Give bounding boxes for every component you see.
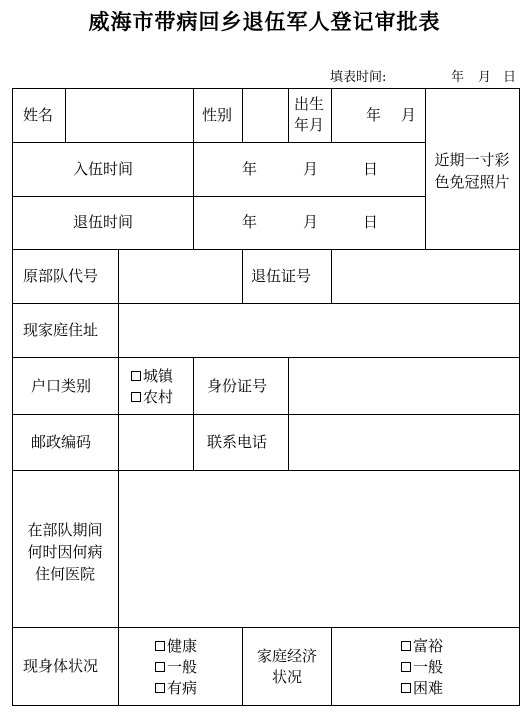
photo-line2: 色免冠照片 (434, 173, 510, 191)
checkbox-icon[interactable] (155, 641, 165, 651)
postal-code-label: 邮政编码 (31, 433, 92, 451)
checkbox-icon[interactable] (401, 662, 411, 672)
option-label: 困难 (413, 679, 444, 697)
checkbox-icon[interactable] (155, 662, 165, 672)
rule (193, 89, 194, 249)
unit-code-label: 原部队代号 (23, 267, 99, 285)
gender-label: 性别 (202, 106, 233, 124)
enlist-month: 月 (303, 160, 319, 178)
option-label: 富裕 (413, 637, 444, 655)
option-label: 一般 (413, 658, 444, 676)
hospital-line2: 何时因何病 (27, 543, 103, 561)
option-label: 有病 (167, 679, 198, 697)
fill-date-label: 填表时间: (330, 70, 387, 85)
rule (331, 249, 332, 303)
fill-date-day: 日 (503, 70, 517, 85)
rule (13, 249, 519, 250)
rule (13, 627, 519, 628)
birth-label-line2: 年月 (293, 116, 325, 134)
rule (13, 470, 519, 471)
id-number-label: 身份证号 (207, 377, 268, 395)
enlist-day: 日 (363, 160, 379, 178)
rule (13, 196, 425, 197)
econ-line1: 家庭经济 (256, 647, 318, 665)
option-label: 一般 (167, 658, 198, 676)
rule (331, 89, 332, 142)
rule (425, 89, 426, 249)
hukou-label: 户口类别 (31, 377, 92, 395)
health-option-ill[interactable] (155, 681, 197, 696)
checkbox-icon[interactable] (131, 371, 141, 381)
form-table (12, 88, 520, 706)
option-label: 城镇 (143, 367, 174, 385)
name-label: 姓名 (23, 106, 54, 124)
discharge-day: 日 (363, 213, 379, 231)
option-label: 农村 (143, 388, 174, 406)
enlist-year: 年 (242, 160, 258, 178)
option-label: 健康 (167, 637, 198, 655)
rule (331, 627, 332, 705)
family-economy-label (257, 646, 317, 688)
phone-label: 联系电话 (207, 433, 268, 451)
econ-option-poor[interactable] (401, 681, 443, 696)
photo-placeholder (434, 149, 509, 193)
rule (65, 89, 66, 142)
hukou-option-town[interactable] (131, 369, 173, 384)
checkbox-icon[interactable] (401, 683, 411, 693)
health-status-label: 现身体状况 (23, 657, 99, 675)
econ-option-rich[interactable] (401, 639, 443, 654)
rule (242, 249, 243, 303)
checkbox-icon[interactable] (131, 392, 141, 402)
hospital-line1: 在部队期间 (27, 521, 103, 539)
discharge-cert-label: 退伍证号 (251, 267, 312, 285)
discharge-month: 月 (303, 213, 319, 231)
rule (13, 357, 519, 358)
birth-year: 年 (366, 106, 382, 124)
discharge-label: 退伍时间 (72, 213, 134, 231)
hospital-line3: 住何医院 (34, 565, 96, 583)
rule (118, 249, 119, 705)
birth-label (294, 94, 324, 136)
rule (13, 414, 519, 415)
checkbox-icon[interactable] (401, 641, 411, 651)
form-title: 威海市带病回乡退伍军人登记审批表 (88, 9, 441, 34)
fill-date-month: 月 (478, 70, 492, 85)
hospital-history-label (27, 519, 102, 585)
rule (288, 357, 289, 470)
enlist-label: 入伍时间 (72, 160, 134, 178)
rule (242, 627, 243, 705)
fill-date-year: 年 (451, 70, 465, 85)
photo-line1: 近期一寸彩 (434, 151, 510, 169)
hukou-option-rural[interactable] (131, 390, 173, 405)
rule (288, 89, 289, 142)
econ-line2: 状况 (271, 668, 303, 686)
health-option-average[interactable] (155, 660, 197, 675)
birth-month: 月 (401, 106, 417, 124)
health-option-good[interactable] (155, 639, 197, 654)
discharge-year: 年 (242, 213, 258, 231)
rule (193, 357, 194, 470)
rule (13, 303, 519, 304)
checkbox-icon[interactable] (155, 683, 165, 693)
rule (13, 142, 425, 143)
birth-label-line1: 出生 (293, 95, 325, 113)
econ-option-average[interactable] (401, 660, 443, 675)
rule (242, 89, 243, 142)
address-label: 现家庭住址 (23, 321, 99, 339)
